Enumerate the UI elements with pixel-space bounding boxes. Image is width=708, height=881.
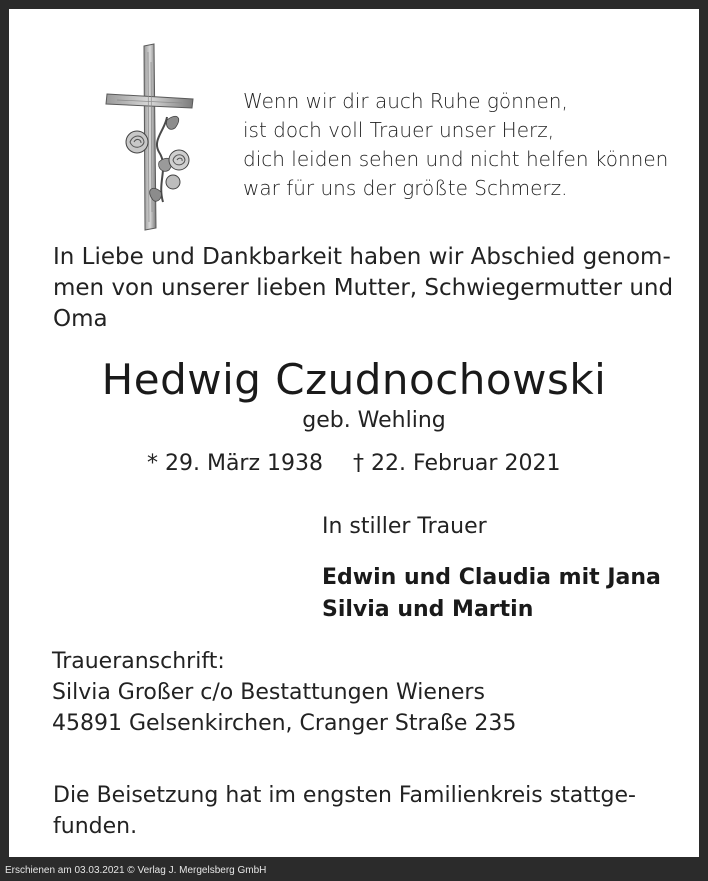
death-date: † 22. Februar 2021: [353, 451, 561, 476]
intro-line: men von unserer lieben Mutter, Schwiegermutter und: [53, 275, 674, 301]
poem-line: Wenn wir dir auch Ruhe gönnen,: [243, 89, 568, 113]
mourner-line: Silvia und Martin: [322, 597, 534, 622]
poem-line: dich leiden sehen und nicht helfen können: [243, 147, 669, 171]
publication-footer: Erschienen am 03.03.2021 © Verlag J. Mergelsberg GmbH: [5, 865, 267, 876]
life-dates: [147, 449, 560, 479]
address-line: Silvia Großer c/o Bestattungen Wieners: [52, 680, 485, 705]
deceased-name: Hedwig Czudnochowski: [101, 355, 607, 404]
burial-line: funden.: [53, 814, 138, 839]
obituary-notice: [9, 9, 699, 857]
intro-line: In Liebe und Dankbarkeit haben wir Abschied genom-: [53, 244, 671, 270]
cross-with-roses-icon: [97, 42, 197, 232]
poem: [243, 87, 668, 203]
burial-line: Die Beisetzung hat im engsten Familienkreis stattge-: [53, 783, 636, 808]
poem-line: war für uns der größte Schmerz.: [243, 176, 568, 200]
birth-name: geb. Wehling: [302, 408, 446, 433]
condolence-address: [52, 646, 516, 739]
intro-line: Oma: [53, 306, 108, 332]
burial-note: [53, 780, 636, 842]
address-line: Traueranschrift:: [52, 649, 225, 674]
mourners-heading: In stiller Trauer: [322, 514, 487, 539]
birth-date: * 29. März 1938: [147, 451, 324, 476]
mourners-list: [322, 562, 661, 626]
intro-text: [53, 242, 674, 335]
address-line: 45891 Gelsenkirchen, Cranger Straße 235: [52, 711, 517, 736]
poem-line: ist doch voll Trauer unser Herz,: [243, 118, 555, 142]
mourner-line: Edwin und Claudia mit Jana: [322, 565, 661, 590]
